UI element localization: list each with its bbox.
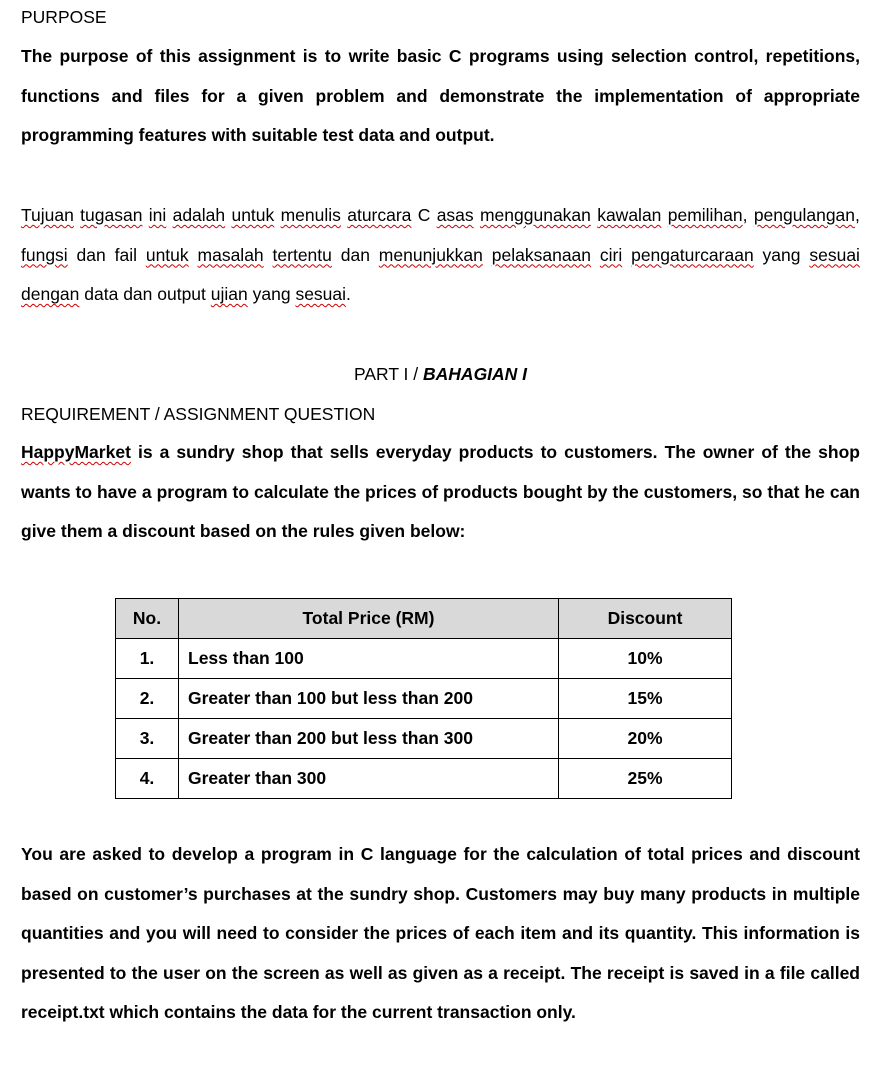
plain-text: , [742,205,754,225]
spell-word: fungsi [21,244,68,265]
purpose-malay-paragraph [21,196,860,315]
header-no: No. [116,599,179,639]
spell-word: aturcara [347,205,412,225]
purpose-heading: PURPOSE [21,7,107,27]
plain-text: , [855,205,860,225]
discount-table [115,598,732,799]
spell-word: tertentu [272,244,332,265]
purpose-english-paragraph: The purpose of this assignment is to write basic C programs using selection control, repetitions, functions and files for a given problem and demonstrate the implementation of appropriate programming features with suitable test data and output. [21,46,860,146]
spell-word: untuk [231,205,275,225]
row-price: Greater than 300 [179,759,559,799]
spell-word: pengaturcaraan [631,244,754,265]
row-discount: 20% [559,719,732,759]
plain-text: dan fail [67,244,146,265]
requirement-paragraph [21,433,860,552]
spell-word: pelaksanaan [491,244,592,265]
row-discount: 10% [559,639,732,679]
row-no: 1. [116,639,179,679]
row-price: Greater than 100 but less than 200 [179,679,559,719]
table-row [116,759,732,799]
spell-word: tugasan [80,205,143,225]
row-price: Less than 100 [179,639,559,679]
spell-word: dengan [21,284,80,305]
spell-word: kawalan [597,205,662,225]
requirement-heading: REQUIREMENT / ASSIGNMENT QUESTION [21,404,376,424]
spell-word: adalah [172,205,226,225]
spell-word: untuk [145,244,189,265]
table-row [116,639,732,679]
spell-word: pemilihan [667,205,743,225]
row-no: 4. [116,759,179,799]
row-no: 2. [116,679,179,719]
header-discount: Discount [559,599,732,639]
table-header-row [116,599,732,639]
part-title [21,364,860,385]
task-paragraph: You are asked to develop a program in C language for the calculation of total prices and discount based on customer’s purchases at the sundry shop. Customers may buy many products in multiple quantities and you will need to consider the prices of each item and its quantity. This information is presented to the user on the screen as well as given as a receipt. The receipt is saved in a file called receipt.txt which contains the data for the current transaction only. [21,844,860,1023]
table-row [116,719,732,759]
plain-text: . [346,284,351,305]
spell-word: masalah [197,244,264,265]
plain-text: dan [331,244,379,265]
spell-word: Tujuan [21,205,74,225]
header-total-price: Total Price (RM) [179,599,559,639]
part-label-malay: BAHAGIAN I [423,364,528,384]
plain-text: C [411,205,437,225]
spell-word: ujian [210,284,248,305]
spell-word: sesuai [809,244,860,265]
spell-word: ciri [599,244,623,265]
plain-text: yang [753,244,810,265]
plain-text: data dan output [79,284,211,305]
spell-word: asas [436,205,474,225]
spell-word: menunjukkan [378,244,483,265]
spell-word: menulis [280,205,341,225]
part-label: PART I / [353,364,424,384]
row-discount: 15% [559,679,732,719]
spell-word: sesuai [295,284,347,305]
spell-word: menggunakan [479,205,591,225]
row-price: Greater than 200 but less than 300 [179,719,559,759]
plain-text: yang [247,284,296,305]
requirement-intro: is a sundry shop that sells everyday products to customers. The owner of the shop wants to have a program to calculate the prices of products bought by the customers, so that he can give them a discount based on the rules given below: [21,442,860,542]
spell-word: ini [148,205,167,225]
spell-word: pengulangan [753,205,856,225]
row-no: 3. [116,719,179,759]
row-discount: 25% [559,759,732,799]
table-row [116,679,732,719]
shop-name: HappyMarket [21,442,131,462]
